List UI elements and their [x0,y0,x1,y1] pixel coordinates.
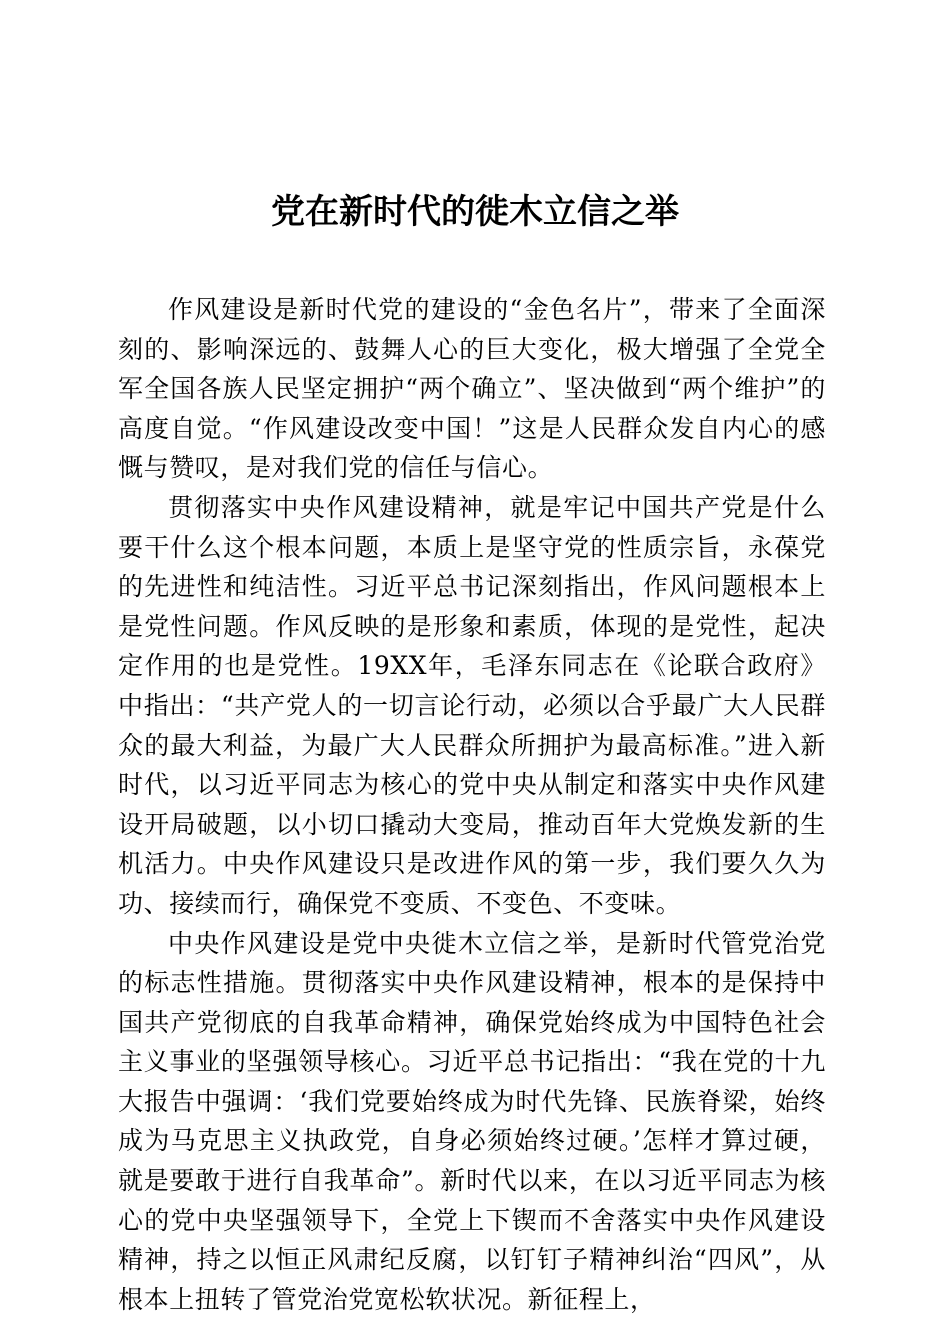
document-body [118,290,826,1319]
paragraph-2: 贯彻落实中央作风建设精神，就是牢记中国共产党是什么要干什么这个根本问题，本质上是坚守党的性质宗旨，永葆党的先进性和纯洁性。习近平总书记深刻指出，作风问题根本上是党性问题。作风反映的是形象和素质，体现的是党性，起决定作用的也是党性。19XX年，毛泽东同志在《论联合政府》中指出：“共产党人的一切言论行动，必须以合乎最广大人民群众的最大利益，为最广大人民群众所拥护为最高标准。”进入新时代，以习近平同志为核心的党中央从制定和落实中央作风建设开局破题，以小切口撬动大变局，推动百年大党焕发新的生机活力。中央作风建设只是改进作风的第一步，我们要久久为功、接续而行，确保党不变质、不变色、不变味。 [118,492,826,918]
document-title: 党在新时代的徙木立信之举 [271,192,679,232]
paragraph-3: 中央作风建设是党中央徙木立信之举，是新时代管党治党的标志性措施。贯彻落实中央作风建设精神，根本的是保持中国共产党彻底的自我革命精神，确保党始终成为中国特色社会主义事业的坚强领导核心。习近平总书记指出：“我在党的十九大报告中强调：‘我们党要始终成为时代先锋、民族脊梁，始终成为马克思主义执政党，自身必须始终过硬。’怎样才算过硬，就是要敢于进行自我革命”。新时代以来，在以习近平同志为核心的党中央坚强领导下，全党上下锲而不舍落实中央作风建设精神，持之以恒正风肃纪反腐，以钉钉子精神纠治“四风”，从根本上扭转了管党治党宽松软状况。新征程上， [118,928,826,1314]
paragraph-1: 作风建设是新时代党的建设的“金色名片”，带来了全面深刻的、影响深远的、鼓舞人心的巨大变化，极大增强了全党全军全国各族人民坚定拥护“两个确立”、坚决做到“两个维护”的高度自觉。“作风建设改变中国！”这是人民群众发自内心的感慨与赞叹，是对我们党的信任与信心。 [118,295,826,483]
